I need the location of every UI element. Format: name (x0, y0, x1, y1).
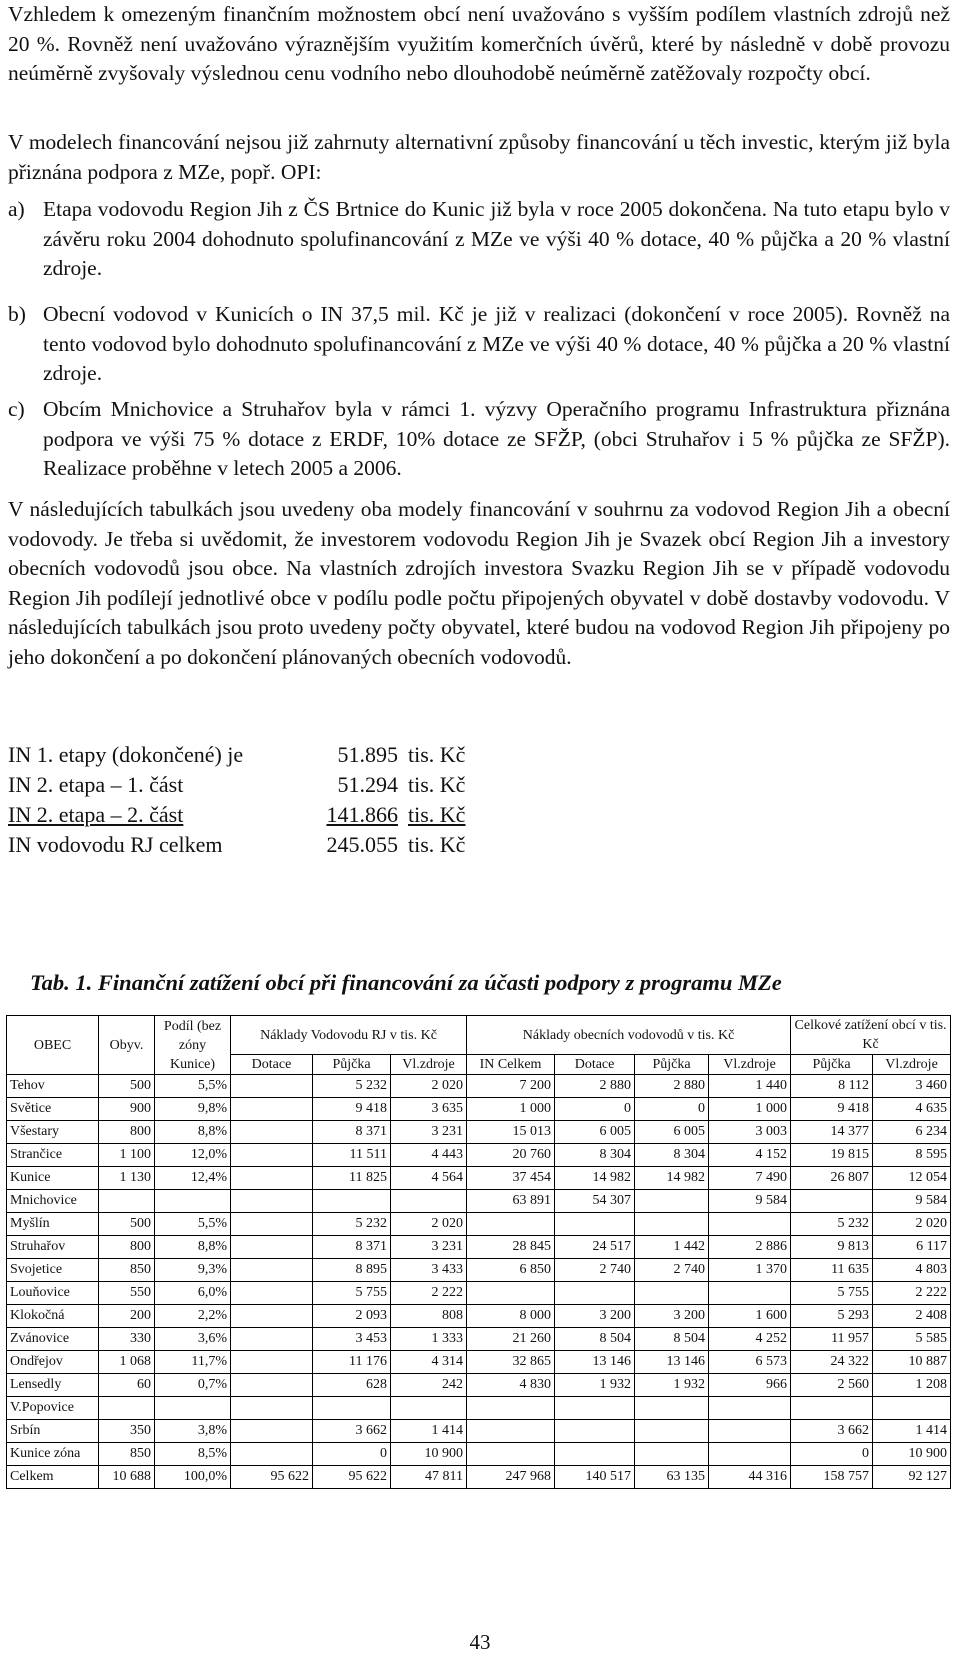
header-dotace: Dotace (555, 1055, 635, 1075)
table-cell: 3 231 (391, 1236, 467, 1259)
table-cell: 0 (791, 1443, 873, 1466)
table-cell: 800 (99, 1236, 155, 1259)
table-cell: 6,0% (155, 1282, 231, 1305)
table-cell-obec: Srbín (7, 1420, 99, 1443)
table-cell: 2 093 (313, 1305, 391, 1328)
table-cell: 5 585 (873, 1328, 951, 1351)
table-row (7, 1282, 951, 1305)
table-cell: 6 573 (709, 1351, 791, 1374)
table-cell: 5 232 (791, 1213, 873, 1236)
table-cell (231, 1305, 313, 1328)
table-cell: 10 900 (391, 1443, 467, 1466)
table-cell: 1 100 (99, 1144, 155, 1167)
table-cell: 500 (99, 1075, 155, 1098)
table-cell: 8,8% (155, 1121, 231, 1144)
header-pujcka: Půjčka (313, 1055, 391, 1075)
table-cell: 1 442 (635, 1236, 709, 1259)
table-row (7, 1328, 951, 1351)
table-cell: 95 622 (231, 1466, 313, 1489)
header-vlzdroje: Vl.zdroje (391, 1055, 467, 1075)
table-cell: 8 304 (635, 1144, 709, 1167)
header-podil: Podíl (bez zóny Kunice) (155, 1016, 231, 1075)
table-cell: 1 440 (709, 1075, 791, 1098)
table-cell: 21 260 (467, 1328, 555, 1351)
header-pujcka: Půjčka (791, 1055, 873, 1075)
table-cell: 6 234 (873, 1121, 951, 1144)
table-cell: 13 146 (635, 1351, 709, 1374)
paragraph-funding-limits: Vzhledem k omezeným finančním možnostem obcí není uvažováno s vyšším podílem vlastních zdrojů než 20 %. Rovněž není uvažováno výraznějším využitím komerčních úvěrů, které by následně v době provozu neúměrně zvyšovaly výslednou cenu vodního nebo dlouhodobě neúměrně zatěžovaly rozpočty obcí. (8, 2, 950, 85)
table-cell: 1 932 (635, 1374, 709, 1397)
table-cell: 3 662 (791, 1420, 873, 1443)
summary-unit: tis. Kč (408, 802, 466, 827)
table-cell-obec: Světice (7, 1098, 99, 1121)
table-cell-obec: Svojetice (7, 1259, 99, 1282)
table-cell: 95 622 (313, 1466, 391, 1489)
header-naklady-obec: Náklady obecních vodovodů v tis. Kč (467, 1016, 791, 1055)
table-cell (635, 1420, 709, 1443)
table-cell: 2 740 (555, 1259, 635, 1282)
table-row (7, 1213, 951, 1236)
table-cell-obec: Lensedly (7, 1374, 99, 1397)
table-cell: 8 112 (791, 1075, 873, 1098)
table-cell: 24 322 (791, 1351, 873, 1374)
table-caption: Tab. 1. Finanční zatížení obcí při financování za účasti podpory z programu MZe (30, 970, 782, 995)
table-cell: 3 662 (313, 1420, 391, 1443)
table-cell: 9 813 (791, 1236, 873, 1259)
table-cell: 5 755 (791, 1282, 873, 1305)
list-item-text: Obcím Mnichovice a Struhařov byla v rámci 1. výzvy Operačního programu Infrastruktura přiznána podpora ve výši 75 % dotace z ERDF, 10% dotace ze SFŽP, (obci Struhařov i 5 % půjčka ze SFŽP). Realizace proběhne v letech 2005 a 2006. (43, 397, 950, 480)
table-cell (99, 1397, 155, 1420)
table-cell (709, 1443, 791, 1466)
table-cell: 808 (391, 1305, 467, 1328)
table-cell: 9 584 (873, 1190, 951, 1213)
table-row (7, 1236, 951, 1259)
table-cell: 500 (99, 1213, 155, 1236)
table-cell: 8 000 (467, 1305, 555, 1328)
table-cell: 3 231 (391, 1121, 467, 1144)
table-cell: 47 811 (391, 1466, 467, 1489)
table-cell (555, 1420, 635, 1443)
table-cell-obec: Myšlín (7, 1213, 99, 1236)
table-cell: 800 (99, 1121, 155, 1144)
table-cell (467, 1282, 555, 1305)
list-item-text: Obecní vodovod v Kunicích o IN 37,5 mil. Kč je již v realizaci (dokončení v roce 2005). Rovněž na tento vodovod bylo dohodnuto spolufinancování z MZe ve výši 40 % dotace, 40 % půjčka a 20 % vlastní zdroje. (43, 302, 950, 385)
table-cell: 6 005 (635, 1121, 709, 1144)
table-cell (231, 1098, 313, 1121)
table-cell: 26 807 (791, 1167, 873, 1190)
table-cell: 12,0% (155, 1144, 231, 1167)
table-cell: 242 (391, 1374, 467, 1397)
table-row (7, 1190, 951, 1213)
table-cell: 4 252 (709, 1328, 791, 1351)
table-cell: 8 895 (313, 1259, 391, 1282)
table-cell: 140 517 (555, 1466, 635, 1489)
table-cell-obec: Všestary (7, 1121, 99, 1144)
table-cell (467, 1213, 555, 1236)
table-cell: 0,7% (155, 1374, 231, 1397)
table-cell: 9,8% (155, 1098, 231, 1121)
table-cell: 5 232 (313, 1075, 391, 1098)
table-cell: 2 222 (873, 1282, 951, 1305)
table-cell: 28 845 (467, 1236, 555, 1259)
table-cell: 8 304 (555, 1144, 635, 1167)
table-cell-obec: Kunice zóna (7, 1443, 99, 1466)
table-cell: 330 (99, 1328, 155, 1351)
table-cell (391, 1190, 467, 1213)
table-cell (635, 1397, 709, 1420)
table-cell-obec: Zvánovice (7, 1328, 99, 1351)
table-cell (791, 1190, 873, 1213)
table-cell: 7 200 (467, 1075, 555, 1098)
table-cell (873, 1397, 951, 1420)
table-cell: 5 755 (313, 1282, 391, 1305)
table-cell (231, 1374, 313, 1397)
header-in-celkem: IN Celkem (467, 1055, 555, 1075)
table-cell: 6 005 (555, 1121, 635, 1144)
table-row (7, 1305, 951, 1328)
table-cell: 10 900 (873, 1443, 951, 1466)
table-cell: 32 865 (467, 1351, 555, 1374)
header-vlzdroje: Vl.zdroje (873, 1055, 951, 1075)
table-row (7, 1443, 951, 1466)
table-cell: 3 003 (709, 1121, 791, 1144)
table-cell: 100,0% (155, 1466, 231, 1489)
table-cell: 0 (313, 1443, 391, 1466)
table-cell: 850 (99, 1443, 155, 1466)
table-cell: 8 504 (555, 1328, 635, 1351)
table-cell-obec: Ondřejov (7, 1351, 99, 1374)
table-cell: 1 333 (391, 1328, 467, 1351)
table-cell: 3 200 (555, 1305, 635, 1328)
table-cell: 10 688 (99, 1466, 155, 1489)
table-cell: 5 232 (313, 1213, 391, 1236)
list-item-text: Etapa vodovodu Region Jih z ČS Brtnice do Kunic již byla v roce 2005 dokončena. Na tuto etapu bylo v závěru roku 2004 dohodnuto spolufinancování z MZe ve výši 40 % dotace, 40 % půjčka a 20 % vlastní zdroje. (43, 197, 950, 280)
table-cell: 3,6% (155, 1328, 231, 1351)
page-number: 43 (469, 1630, 491, 1654)
table-cell (155, 1190, 231, 1213)
table-cell: 550 (99, 1282, 155, 1305)
table-row (7, 1420, 951, 1443)
summary-label: IN 2. etapa – 1. část (8, 772, 184, 797)
table-cell: 2 880 (555, 1075, 635, 1098)
list-marker: c) (8, 397, 25, 421)
table-cell: 15 013 (467, 1121, 555, 1144)
table-cell: 4 803 (873, 1259, 951, 1282)
table-body (7, 1075, 951, 1489)
table-cell: 3 635 (391, 1098, 467, 1121)
table-cell: 1 600 (709, 1305, 791, 1328)
table-cell: 3,8% (155, 1420, 231, 1443)
table-cell: 8 595 (873, 1144, 951, 1167)
table-cell (555, 1397, 635, 1420)
table-cell: 8 504 (635, 1328, 709, 1351)
table-cell: 1 370 (709, 1259, 791, 1282)
table-cell: 9 418 (313, 1098, 391, 1121)
table-cell: 247 968 (467, 1466, 555, 1489)
table-cell: 92 127 (873, 1466, 951, 1489)
table-cell: 1 414 (873, 1420, 951, 1443)
table-cell (231, 1397, 313, 1420)
table-cell (635, 1190, 709, 1213)
table-row (7, 1259, 951, 1282)
table-row (7, 1397, 951, 1420)
table-cell: 5 293 (791, 1305, 873, 1328)
table-cell: 14 982 (635, 1167, 709, 1190)
table-cell: 1 000 (467, 1098, 555, 1121)
summary-unit: tis. Kč (408, 832, 466, 857)
table-cell-obec: Struhařov (7, 1236, 99, 1259)
table-cell: 1 130 (99, 1167, 155, 1190)
summary-label: IN 2. etapa – 2. část (8, 802, 184, 827)
table-cell: 1 000 (709, 1098, 791, 1121)
table-cell: 13 146 (555, 1351, 635, 1374)
summary-value: 141.866 (326, 802, 398, 827)
paragraph-alternative-funding: V modelech financování nejsou již zahrnuty alternativní způsoby financování u těch investic, kterým již byla přiznána podpora z MZe, popř. OPI: (8, 130, 950, 184)
table-cell (99, 1190, 155, 1213)
table-cell: 12,4% (155, 1167, 231, 1190)
table-cell: 11 635 (791, 1259, 873, 1282)
table-cell (635, 1282, 709, 1305)
table-cell: 2 880 (635, 1075, 709, 1098)
summary-unit: tis. Kč (408, 772, 466, 797)
table-cell: 11 511 (313, 1144, 391, 1167)
table-cell: 63 891 (467, 1190, 555, 1213)
table-cell: 2 408 (873, 1305, 951, 1328)
table-cell: 4 564 (391, 1167, 467, 1190)
table-row (7, 1144, 951, 1167)
financing-table (6, 1015, 951, 1489)
table-cell: 900 (99, 1098, 155, 1121)
table-cell (231, 1259, 313, 1282)
table-cell: 850 (99, 1259, 155, 1282)
header-obyv: Obyv. (99, 1016, 155, 1075)
table-cell: 3 433 (391, 1259, 467, 1282)
table-cell (555, 1282, 635, 1305)
table-cell (467, 1420, 555, 1443)
table-cell-obec: Celkem (7, 1466, 99, 1489)
table-cell: 8,8% (155, 1236, 231, 1259)
summary-value: 245.055 (326, 832, 398, 857)
table-cell: 9,3% (155, 1259, 231, 1282)
table-cell: 37 454 (467, 1167, 555, 1190)
table-cell: 3 453 (313, 1328, 391, 1351)
table-cell (467, 1397, 555, 1420)
table-cell: 8 371 (313, 1236, 391, 1259)
table-cell (231, 1144, 313, 1167)
header-dotace: Dotace (231, 1055, 313, 1075)
table-cell: 1 208 (873, 1374, 951, 1397)
table-cell (313, 1190, 391, 1213)
table-row (7, 1374, 951, 1397)
table-cell (555, 1443, 635, 1466)
table-row (7, 1466, 951, 1489)
table-cell: 5,5% (155, 1213, 231, 1236)
table-row (7, 1075, 951, 1098)
list-marker: a) (8, 197, 25, 221)
table-cell: 9 584 (709, 1190, 791, 1213)
table-cell: 10 887 (873, 1351, 951, 1374)
table-cell: 1 414 (391, 1420, 467, 1443)
table-row (7, 1121, 951, 1144)
table-cell: 2 222 (391, 1282, 467, 1305)
table-cell (635, 1213, 709, 1236)
table-cell (709, 1213, 791, 1236)
table-row (7, 1098, 951, 1121)
table-cell-obec: Strančice (7, 1144, 99, 1167)
table-cell: 7 490 (709, 1167, 791, 1190)
table-cell: 0 (555, 1098, 635, 1121)
table-cell-obec: Louňovice (7, 1282, 99, 1305)
table-cell: 9 418 (791, 1098, 873, 1121)
header-obec: OBEC (7, 1016, 99, 1075)
table-cell: 12 054 (873, 1167, 951, 1190)
table-cell-obec: Mnichovice (7, 1190, 99, 1213)
table-cell: 8 371 (313, 1121, 391, 1144)
header-vlzdroje: Vl.zdroje (709, 1055, 791, 1075)
table-cell: 11,7% (155, 1351, 231, 1374)
header-celkove: Celkové zatížení obcí v tis. Kč (791, 1016, 951, 1055)
table-cell: 966 (709, 1374, 791, 1397)
table-cell: 44 316 (709, 1466, 791, 1489)
table-cell: 158 757 (791, 1466, 873, 1489)
table-cell (231, 1420, 313, 1443)
summary-label: IN vodovodu RJ celkem (8, 832, 223, 857)
table-cell (709, 1397, 791, 1420)
table-cell: 11 957 (791, 1328, 873, 1351)
table-cell: 2,2% (155, 1305, 231, 1328)
table-cell: 11 825 (313, 1167, 391, 1190)
summary-unit: tis. Kč (408, 742, 466, 767)
table-cell: 4 152 (709, 1144, 791, 1167)
table-cell (231, 1075, 313, 1098)
table-cell: 60 (99, 1374, 155, 1397)
table-cell: 200 (99, 1305, 155, 1328)
table-cell (709, 1420, 791, 1443)
table-cell (635, 1443, 709, 1466)
table-cell: 14 982 (555, 1167, 635, 1190)
table-cell: 2 560 (791, 1374, 873, 1397)
table-cell (231, 1443, 313, 1466)
paragraph-models-summary: V následujících tabulkách jsou uvedeny oba modely financování v souhrnu za vodovod Region Jih a obecní vodovody. Je třeba si uvědomit, že investorem vodovodu Region Jih je Svazek obcí Region Jih a investory obecních vodovodů jsou obce. Na vlastních zdrojích investora Svazku Region Jih se v případě vodovodu Region Jih podílejí jednotlivé obce v podílu podle počtu připojených obyvatel v době dostavby vodovodu. V následujících tabulkách jsou proto uvedeny počty obyvatel, které budou na vodovod Region Jih připojeny po jeho dokončení a po dokončení plánovaných obecních vodovodů. (8, 497, 950, 669)
table-cell: 54 307 (555, 1190, 635, 1213)
table-cell (231, 1351, 313, 1374)
table-cell-obec: Klokočná (7, 1305, 99, 1328)
table-cell (391, 1397, 467, 1420)
table-cell: 4 635 (873, 1098, 951, 1121)
list-marker: b) (8, 302, 26, 326)
table-cell: 4 314 (391, 1351, 467, 1374)
table-cell (155, 1397, 231, 1420)
table-cell (467, 1443, 555, 1466)
table-cell: 63 135 (635, 1466, 709, 1489)
table-cell: 1 068 (99, 1351, 155, 1374)
table-cell (555, 1213, 635, 1236)
table-cell (231, 1213, 313, 1236)
summary-value: 51.294 (337, 772, 398, 797)
table-cell-obec: Tehov (7, 1075, 99, 1098)
table-row (7, 1351, 951, 1374)
table-cell (791, 1397, 873, 1420)
table-cell: 2 740 (635, 1259, 709, 1282)
table-cell-obec: Kunice (7, 1167, 99, 1190)
table-cell (231, 1328, 313, 1351)
header-naklady-rj: Náklady Vodovodu RJ v tis. Kč (231, 1016, 467, 1055)
table-cell (231, 1282, 313, 1305)
table-cell: 4 830 (467, 1374, 555, 1397)
table-cell: 3 200 (635, 1305, 709, 1328)
table-cell-obec: V.Popovice (7, 1397, 99, 1420)
table-cell: 5,5% (155, 1075, 231, 1098)
table-cell: 20 760 (467, 1144, 555, 1167)
table-cell (231, 1190, 313, 1213)
table-cell (231, 1121, 313, 1144)
table-cell: 24 517 (555, 1236, 635, 1259)
table-cell: 11 176 (313, 1351, 391, 1374)
table-cell: 4 443 (391, 1144, 467, 1167)
table-cell: 3 460 (873, 1075, 951, 1098)
table-cell: 2 020 (873, 1213, 951, 1236)
summary-label: IN 1. etapy (dokončené) je (8, 742, 244, 767)
table-cell: 19 815 (791, 1144, 873, 1167)
table-cell (313, 1397, 391, 1420)
table-row (7, 1167, 951, 1190)
table-cell: 2 020 (391, 1213, 467, 1236)
table-cell (709, 1282, 791, 1305)
table-cell: 6 850 (467, 1259, 555, 1282)
table-cell: 14 377 (791, 1121, 873, 1144)
table-cell: 8,5% (155, 1443, 231, 1466)
table-cell (231, 1167, 313, 1190)
table-cell (231, 1236, 313, 1259)
table-cell: 350 (99, 1420, 155, 1443)
header-pujcka: Půjčka (635, 1055, 709, 1075)
table-cell: 6 117 (873, 1236, 951, 1259)
table-cell: 0 (635, 1098, 709, 1121)
table-cell: 2 020 (391, 1075, 467, 1098)
table-cell: 2 886 (709, 1236, 791, 1259)
summary-value: 51.895 (337, 742, 398, 767)
table-cell: 1 932 (555, 1374, 635, 1397)
table-cell: 628 (313, 1374, 391, 1397)
